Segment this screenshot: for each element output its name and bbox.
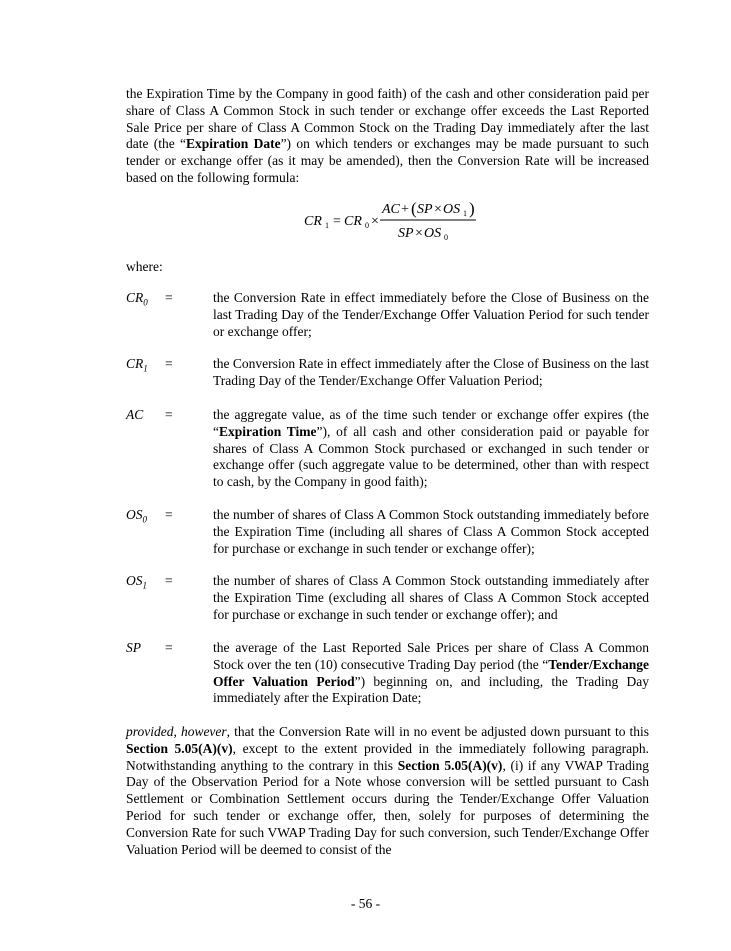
proviso-provided: provided <box>126 724 174 739</box>
definition-equals: = <box>165 507 173 522</box>
formula-os-sub-0: 0 <box>444 233 448 242</box>
definition-equals: = <box>165 407 173 422</box>
formula-os1: OS <box>443 202 461 217</box>
definition-equals: = <box>165 640 173 655</box>
formula-times-bottom: × <box>415 226 423 241</box>
formula-sub-1: 1 <box>325 221 329 230</box>
definition-cr0 <box>126 290 649 340</box>
definition-text: the number of shares of Class A Common Stock outstanding immediately after the Expiration Time (excluding all shares of Class A Common Stock accepted for purchase or exchange in such tender or exchange offer); and <box>213 573 649 622</box>
definition-os1 <box>126 573 649 623</box>
where-label <box>126 259 649 276</box>
formula-sp-top: SP <box>417 202 433 217</box>
intro-paragraph <box>126 86 649 187</box>
defined-term-valuation-period: Tender/Exchange Offer Valuation Period <box>213 656 649 689</box>
definition-text: the aggregate value, as of the time such tender or exchange offer expires (the “Expiration Time”), of all cash and other consideration paid or payable for shares of Class A Common Stock purchased or exchanged in such tender or exchange offer (such aggregate value to be determined, other than with respect to cash, by the Company in good faith); <box>213 407 649 490</box>
proviso-however: however <box>180 724 227 739</box>
page-number: - 56 - <box>350 896 381 911</box>
definition-text: the average of the Last Reported Sale Prices per share of Class A Common Stock over the ten (10) consecutive Trading Day period (the “Tender/Exchange Offer Valuation Period”) beginning on, and including, the Trading Day immediately after the Expiration Date; <box>213 640 649 706</box>
definition-symbol: $CR_0$ <box>126 290 148 308</box>
definition-text: the Conversion Rate in effect immediately after the Close of Business on the last Trading Day of the Tender/Exchange Offer Valuation Period; <box>213 356 649 388</box>
formula-os0: OS <box>424 226 442 241</box>
svg-text:CR <box>304 214 322 229</box>
conversion-rate-formula <box>300 196 490 244</box>
definition-sp <box>126 640 649 707</box>
formula-ac: AC <box>382 202 400 217</box>
formula-sp-bottom: SP <box>398 226 414 241</box>
formula-os-sub-1: 1 <box>463 209 467 218</box>
formula-times-top: × <box>434 202 442 217</box>
definition-equals: = <box>165 290 173 305</box>
proviso-paragraph: provided, however, that the Conversion Rate will in no event be adjusted down pursuant to this Section 5.05(A)(v), except to the extent provided in the immediately following paragraph. Notwithstanding anything to the contrary in this Section 5.05(A)(v), (i) if any VWAP Trading Day of the Observation Period for a Note whose conversion will be settled pursuant to Cash Settlement or Combination Settlement occurs during the Tender/Exchange Offer Valuation Period for such tender or exchange offer, then, solely for purposes of determining the Conversion Rate for such VWAP Trading Day for such conversion, such Tender/Exchange Offer Valuation Period will be deemed to consist of the <box>126 724 650 857</box>
intro-text-1: the Expiration Time by the Company in good faith) of the cash and other consideration paid per share of Class A Common Stock in such tender or exchange offer exceeds the Last Reported Sale Price per share of Class A Common Stock on the Trading Day immediately after the last date (the “ <box>126 86 649 152</box>
definition-text: the Conversion Rate in effect immediately before the Close of Business on the last Trading Day of the Tender/Exchange Offer Valuation Period for such tender or exchange offer; <box>213 290 649 339</box>
intro-text-2: ”) on which tenders or exchanges may be made pursuant to such tender or exchange offer (as it may be amended), then the Conversion Rate will be increased based on the following formula: <box>126 136 650 185</box>
section-reference: Section 5.05(A)(v) <box>397 757 503 773</box>
formula-times: × <box>371 214 379 229</box>
definition-cr1 <box>126 356 649 390</box>
section-reference: Section 5.05(A)(v) <box>126 740 233 756</box>
definition-symbol: $OS_0$ <box>126 507 147 525</box>
definition-text: the number of shares of Class A Common Stock outstanding immediately before the Expiration Time (including all shares of Class A Common Stock accepted for purchase or exchange in such tender or exchange offer); <box>213 507 649 556</box>
defined-term-expiration-date: Expiration Date <box>186 136 281 152</box>
definition-symbol: AC <box>126 407 144 422</box>
formula-cr0: CR <box>344 214 362 229</box>
formula-lparen: ( <box>411 199 417 218</box>
formula-cr1: CR <box>304 214 322 229</box>
definition-equals: = <box>165 573 173 588</box>
definition-symbol: SP <box>126 640 141 655</box>
formula-plus: + <box>401 202 409 217</box>
definition-ac <box>126 407 649 491</box>
where-text: where: <box>126 259 163 274</box>
definition-os0 <box>126 507 649 557</box>
formula-sub-0: 0 <box>365 221 369 230</box>
defined-term-expiration-time: Expiration Time <box>219 423 317 439</box>
definition-symbol: $OS_1$ <box>126 573 147 591</box>
definition-equals: = <box>165 356 173 371</box>
definition-symbol: $CR_1$ <box>126 356 148 374</box>
formula-rparen: ) <box>469 199 475 218</box>
formula-equals: = <box>333 214 341 229</box>
